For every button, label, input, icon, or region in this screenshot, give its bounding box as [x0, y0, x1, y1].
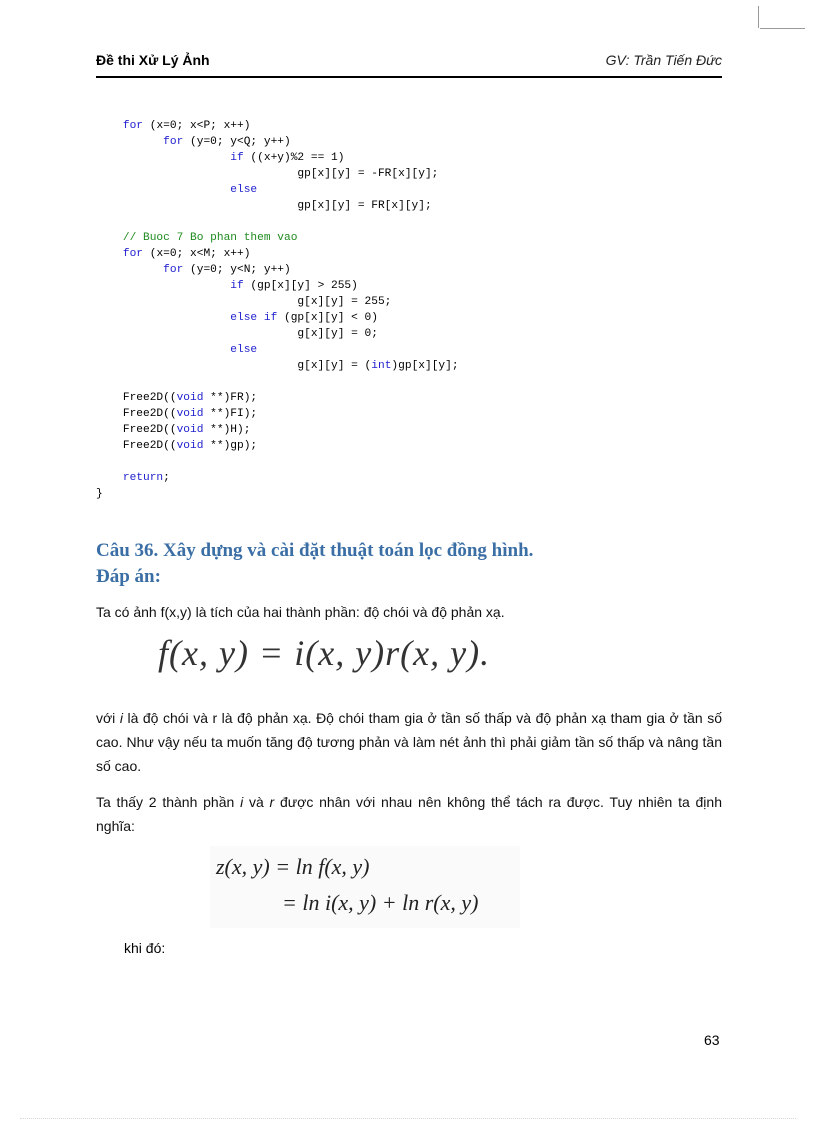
code-text: Free2D(( [96, 424, 177, 436]
code-text [96, 248, 123, 260]
code-text: **)H); [203, 424, 251, 436]
code-text [96, 264, 163, 276]
code-line [96, 294, 696, 310]
code-text: **)gp); [203, 440, 258, 452]
equation-log [210, 846, 520, 928]
crop-mark [760, 28, 805, 29]
variable-i: i [119, 710, 123, 726]
code-keyword: return [122, 472, 164, 484]
code-text: Free2D(( [96, 392, 177, 404]
code-line [96, 406, 696, 422]
code-text: (gp[x][y] < 0) [277, 312, 378, 324]
answer-label: Đáp án: [96, 566, 161, 587]
equation-line: = ln i(x, y) + ln r(x, y) [282, 890, 479, 915]
page-number: 63 [704, 1032, 720, 1048]
code-text [96, 344, 230, 356]
code-text [96, 152, 230, 164]
code-text [96, 184, 230, 196]
code-text: Free2D(( [96, 440, 177, 452]
text-fragment: và [243, 794, 270, 810]
code-text: )gp[x][y]; [391, 360, 459, 372]
code-text: gp[x][y] = FR[x][y]; [96, 200, 432, 212]
text-fragment: được nhân với nhau nên không thể tách ra được. Tuy nhiên ta định nghĩa: [96, 794, 722, 834]
code-text: **)FR); [203, 392, 258, 404]
code-text [96, 232, 123, 244]
code-keyword: void [176, 424, 204, 436]
paragraph-definition [96, 790, 722, 838]
code-text: g[x][y] = ( [96, 360, 372, 372]
code-keyword: for [122, 120, 144, 132]
code-text: (y=0; y<Q; y++) [183, 136, 291, 148]
page-bottom-border [20, 1118, 796, 1119]
code-text: g[x][y] = 0; [96, 328, 378, 340]
code-line [96, 166, 696, 182]
code-text: (gp[x][y] > 255) [243, 280, 358, 292]
code-line [96, 342, 696, 358]
code-line [96, 438, 696, 454]
equation-product: f(x, y) = i(x, y)r(x, y). [158, 633, 491, 673]
code-line [96, 214, 696, 230]
code-text [96, 312, 230, 324]
code-line [96, 182, 696, 198]
text-fragment: Ta thấy 2 thành phần [96, 794, 241, 810]
code-text: Free2D(( [96, 408, 177, 420]
variable-r: r [269, 794, 275, 810]
paragraph-intro: Ta có ảnh f(x,y) là tích của hai thành phần: độ chói và độ phản xạ. [96, 604, 505, 620]
equation-line: z(x, y) = ln f(x, y) [216, 854, 370, 879]
code-line [96, 118, 696, 134]
code-text: gp[x][y] = -FR[x][y]; [96, 168, 439, 180]
code-text: (y=0; y<N; y++) [183, 264, 291, 276]
code-line [96, 486, 696, 502]
crop-mark [758, 6, 759, 28]
code-keyword: for [163, 264, 184, 276]
paragraph-explanation [96, 706, 722, 778]
text-fragment: là độ chói và r là độ phản xạ. Độ chói tham gia ở tần số thấp và độ phản xạ tham gia ở tần số cao. Như vậy nếu ta muốn tăng độ tương phản và làm nét ảnh thì phải giảm tần số thấp và nâng tần số cao. [96, 710, 723, 774]
code-line [96, 310, 696, 326]
code-comment: // Buoc 7 Bo phan them vao [122, 232, 298, 244]
code-text: } [96, 488, 103, 500]
code-text: g[x][y] = 255; [96, 296, 392, 308]
page-header [96, 52, 722, 74]
code-block [96, 118, 696, 502]
code-text: (x=0; x<M; x++) [143, 248, 251, 260]
code-line [96, 470, 696, 486]
code-keyword: if [230, 280, 244, 292]
code-keyword: void [176, 408, 204, 420]
header-author: GV: Trần Tiến Đức [605, 52, 722, 68]
code-line [96, 390, 696, 406]
code-line [96, 246, 696, 262]
code-line [96, 262, 696, 278]
code-keyword: if [230, 152, 244, 164]
code-line [96, 358, 696, 374]
code-line [96, 278, 696, 294]
header-divider [96, 76, 722, 78]
code-text [96, 120, 123, 132]
code-line [96, 150, 696, 166]
code-text [96, 136, 163, 148]
code-text: **)FI); [203, 408, 258, 420]
code-keyword: void [176, 392, 204, 404]
code-keyword: int [371, 360, 392, 372]
code-text: (x=0; x<P; x++) [143, 120, 251, 132]
code-line [96, 134, 696, 150]
code-line [96, 374, 696, 390]
code-keyword: else if [230, 312, 278, 324]
code-text [96, 280, 230, 292]
code-keyword: else [230, 184, 258, 196]
text-fragment: với [96, 710, 120, 726]
code-line [96, 230, 696, 246]
code-keyword: void [176, 440, 204, 452]
code-line [96, 422, 696, 438]
code-keyword: for [163, 136, 184, 148]
code-text [96, 472, 123, 484]
code-line [96, 326, 696, 342]
code-keyword: for [122, 248, 144, 260]
question-title: Câu 36. Xây dựng và cài đặt thuật toán lọc đồng hình. [96, 540, 534, 561]
code-keyword: else [230, 344, 258, 356]
code-text: ; [163, 472, 170, 484]
code-text: ((x+y)%2 == 1) [243, 152, 345, 164]
header-title: Đề thi Xử Lý Ảnh [96, 52, 210, 68]
code-line [96, 198, 696, 214]
paragraph-then: khi đó: [124, 940, 166, 956]
code-line [96, 454, 696, 470]
variable-i: i [240, 794, 244, 810]
